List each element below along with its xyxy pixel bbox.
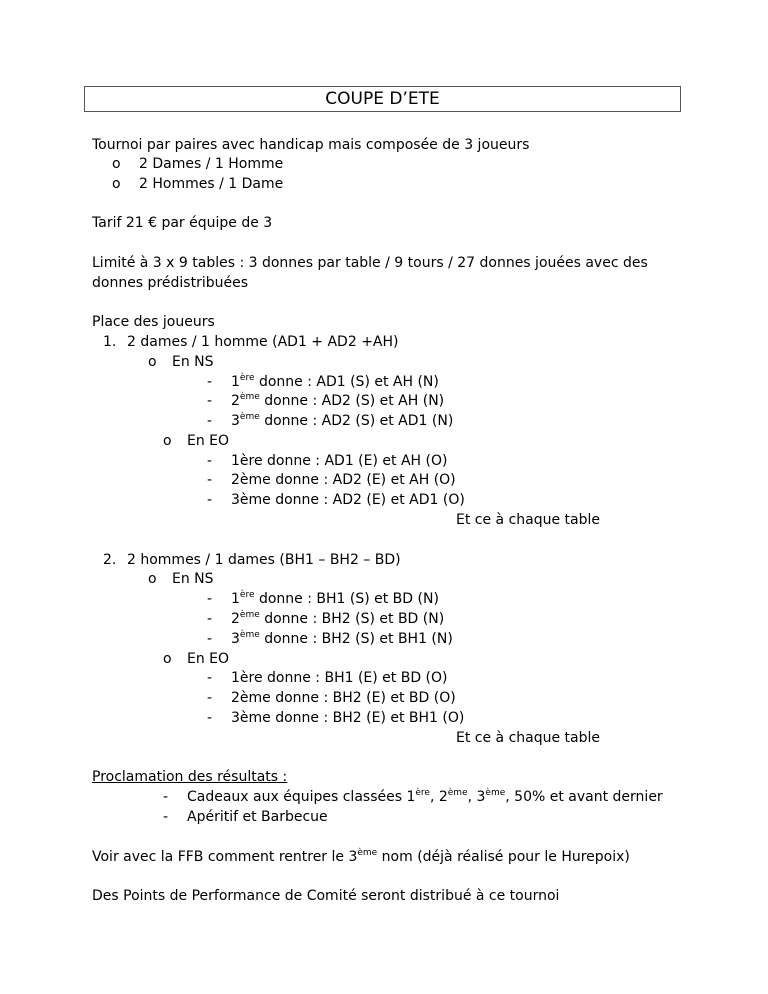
table-note: Et ce à chaque table (456, 512, 601, 528)
bullet-dash: - (207, 631, 213, 647)
document-title: COUPE D’ETE (84, 86, 681, 112)
points-line: Des Points de Performance de Comité seront distribué à ce tournoi (92, 888, 560, 904)
group-label: 2 hommes / 1 dames (BH1 – BH2 – BD) (127, 552, 401, 568)
eo-label: En EO (187, 433, 230, 449)
bullet-circle: o (163, 433, 172, 449)
table-note: Et ce à chaque table (456, 730, 601, 746)
bullet-dash: - (207, 492, 213, 508)
prizes-line: Cadeaux aux équipes classées 1ère, 2ème, 3ème, 50% et avant dernier (187, 788, 663, 805)
bullet-circle: o (112, 156, 121, 172)
bullet-dash: - (207, 591, 213, 607)
bullet-dash: - (207, 374, 213, 390)
eo-label: En EO (187, 651, 230, 667)
intro-option: 2 Hommes / 1 Dame (139, 176, 284, 192)
bullet-dash: - (163, 789, 169, 805)
placement-heading: Place des joueurs (92, 314, 215, 330)
deal-line: 1ère donne : BH1 (E) et BD (O) (231, 670, 448, 686)
bullet-circle: o (112, 176, 121, 192)
deal-line: 2ème donne : BH2 (E) et BD (O) (231, 690, 456, 706)
deal-line: 2ème donne : BH2 (S) et BD (N) (231, 610, 445, 627)
deal-line: 3ème donne : AD2 (S) et AD1 (N) (231, 412, 454, 429)
ns-label: En NS (172, 571, 214, 587)
deal-line: 2ème donne : AD2 (S) et AH (N) (231, 392, 445, 409)
bullet-dash: - (207, 690, 213, 706)
bullet-circle: o (163, 651, 172, 667)
deal-line: 3ème donne : BH2 (E) et BH1 (O) (231, 710, 465, 726)
extra-line: Apéritif et Barbecue (187, 809, 328, 825)
deal-line: 1ère donne : BH1 (S) et BD (N) (231, 590, 439, 607)
deal-line: 1ère donne : AD1 (S) et AH (N) (231, 373, 439, 390)
bullet-circle: o (148, 571, 157, 587)
bullet-dash: - (207, 413, 213, 429)
deal-line: 3ème donne : BH2 (S) et BH1 (N) (231, 630, 453, 647)
bullet-dash: - (207, 611, 213, 627)
bullet-dash: - (207, 710, 213, 726)
deal-line: 3ème donne : AD2 (E) et AD1 (O) (231, 492, 465, 508)
proclamation-heading: Proclamation des résultats : (92, 769, 288, 785)
deal-line: 1ère donne : AD1 (E) et AH (O) (231, 453, 448, 469)
bullet-dash: - (207, 670, 213, 686)
tarif-line: Tarif 21 € par équipe de 3 (92, 215, 273, 231)
group-label: 2 dames / 1 homme (AD1 + AD2 +AH) (127, 334, 399, 350)
group-number: 1. (103, 334, 117, 350)
bullet-dash: - (207, 393, 213, 409)
bullet-dash: - (207, 453, 213, 469)
intro-option: 2 Dames / 1 Homme (139, 156, 284, 172)
ns-label: En NS (172, 354, 214, 370)
ffb-line: Voir avec la FFB comment rentrer le 3ème nom (déjà réalisé pour le Hurepoix) (92, 848, 630, 865)
bullet-dash: - (163, 809, 169, 825)
bullet-dash: - (207, 472, 213, 488)
deal-line: 2ème donne : AD2 (E) et AH (O) (231, 472, 456, 488)
group-number: 2. (103, 552, 117, 568)
bullet-circle: o (148, 354, 157, 370)
intro-text: Tournoi par paires avec handicap mais composée de 3 joueurs (92, 137, 530, 153)
limite-line: Limité à 3 x 9 tables : 3 donnes par table / 9 tours / 27 donnes jouées avec des (92, 255, 648, 271)
limite-line: donnes prédistribuées (92, 275, 248, 291)
